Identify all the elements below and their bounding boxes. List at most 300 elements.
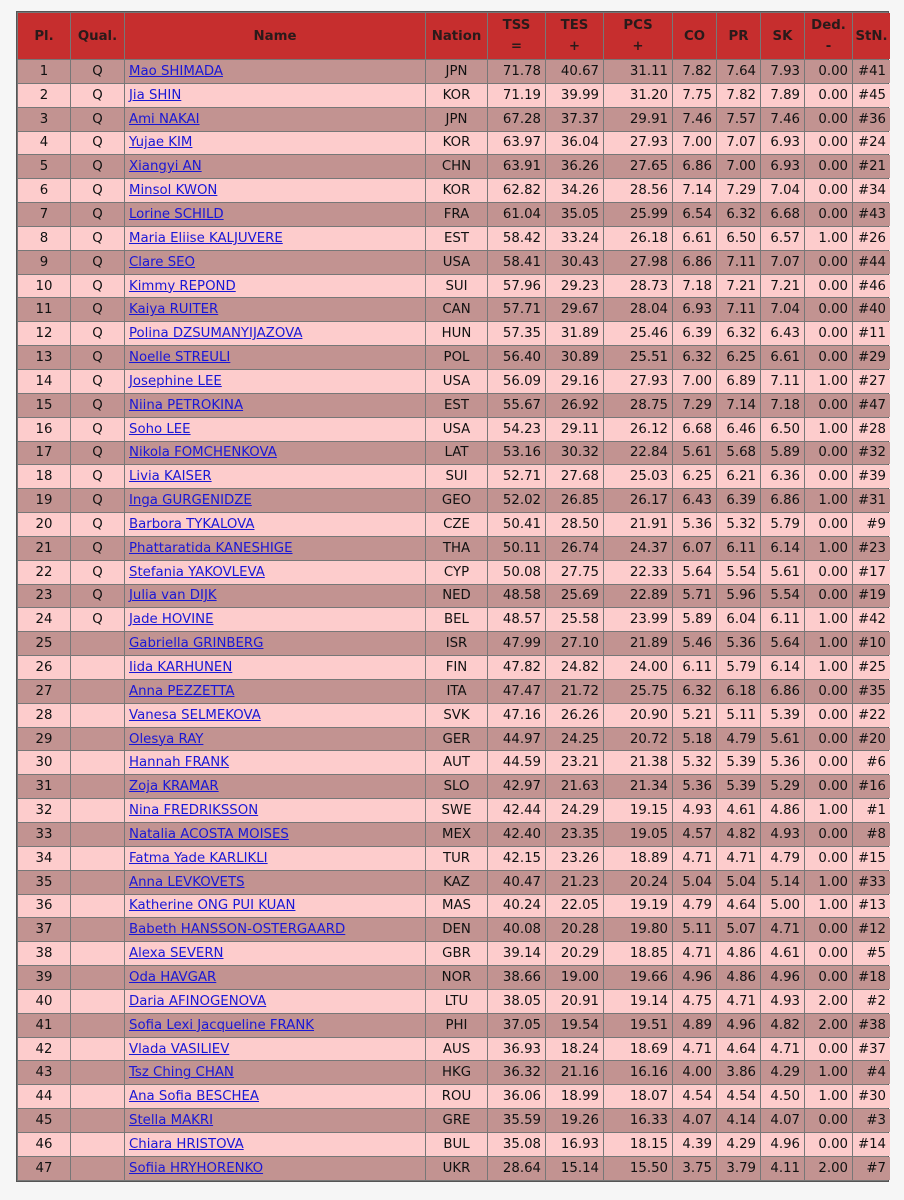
cell-qualified: Q — [71, 298, 124, 321]
cell-pcs: 26.12 — [604, 418, 672, 441]
cell-start-number: #46 — [853, 275, 890, 298]
cell-nation: UKR — [426, 1157, 487, 1180]
cell-co: 7.00 — [673, 370, 716, 393]
cell-sk: 5.61 — [761, 561, 804, 584]
cell-qualified — [71, 680, 124, 703]
table-row — [18, 1014, 890, 1037]
cell-name — [125, 370, 425, 393]
cell-nation: CZE — [426, 513, 487, 536]
skater-name-link[interactable]: Livia KAISER — [129, 469, 212, 485]
cell-nation: THA — [426, 537, 487, 560]
cell-qualified: Q — [71, 370, 124, 393]
skater-name-link[interactable]: Babeth HANSSON-OSTERGAARD — [129, 922, 346, 938]
cell-deductions: 0.00 — [805, 1038, 852, 1061]
cell-nation: SLO — [426, 775, 487, 798]
cell-pcs: 28.73 — [604, 275, 672, 298]
cell-qualified — [71, 823, 124, 846]
skater-name-link[interactable]: Oda HAVGAR — [129, 969, 217, 985]
skater-name-link[interactable]: Maria Eliise KALJUVERE — [129, 230, 283, 246]
cell-sk: 6.86 — [761, 489, 804, 512]
cell-sk: 4.93 — [761, 990, 804, 1013]
skater-name-link[interactable]: Chiara HRISTOVA — [129, 1136, 244, 1152]
ded-label: Ded. — [811, 18, 846, 33]
cell-tss: 35.08 — [488, 1133, 545, 1156]
cell-tss: 62.82 — [488, 179, 545, 202]
cell-co: 6.39 — [673, 322, 716, 345]
cell-qualified: Q — [71, 537, 124, 560]
cell-pr: 6.25 — [717, 346, 760, 369]
cell-tss: 48.58 — [488, 585, 545, 608]
cell-name — [125, 1014, 425, 1037]
cell-tes: 29.67 — [546, 298, 603, 321]
col-header-start-number: StN. — [853, 13, 890, 59]
skater-name-link[interactable]: Anna LEVKOVETS — [129, 874, 245, 890]
cell-sk: 6.68 — [761, 203, 804, 226]
cell-deductions: 0.00 — [805, 751, 852, 774]
cell-tes: 31.89 — [546, 322, 603, 345]
cell-name — [125, 155, 425, 178]
table-row — [18, 418, 890, 441]
cell-tes: 21.72 — [546, 680, 603, 703]
cell-nation: KAZ — [426, 871, 487, 894]
skater-name-link[interactable]: Inga GURGENIDZE — [129, 493, 252, 509]
skater-name-link[interactable]: Vlada VASILIEV — [129, 1041, 230, 1057]
skater-name-link[interactable]: Ana Sofia BESCHEA — [129, 1089, 259, 1105]
cell-nation: ITA — [426, 680, 487, 703]
cell-co: 4.39 — [673, 1133, 716, 1156]
cell-tss: 40.47 — [488, 871, 545, 894]
table-header-row — [18, 13, 890, 59]
cell-tes: 22.05 — [546, 895, 603, 918]
skater-name-link[interactable]: Katherine ONG PUI KUAN — [129, 898, 296, 914]
cell-sk: 5.14 — [761, 871, 804, 894]
cell-pcs: 19.14 — [604, 990, 672, 1013]
cell-co: 5.71 — [673, 585, 716, 608]
cell-co: 5.36 — [673, 775, 716, 798]
skater-name-link[interactable]: Barbora TYKALOVA — [129, 516, 255, 532]
cell-qualified — [71, 775, 124, 798]
table-row — [18, 775, 890, 798]
table-row — [18, 465, 890, 488]
cell-start-number: #24 — [853, 132, 890, 155]
cell-qualified: Q — [71, 322, 124, 345]
skater-name-link[interactable]: Olesya RAY — [129, 731, 204, 747]
cell-place: 28 — [18, 704, 70, 727]
cell-sk: 4.93 — [761, 823, 804, 846]
cell-pcs: 19.80 — [604, 918, 672, 941]
cell-deductions: 0.00 — [805, 251, 852, 274]
cell-place: 6 — [18, 179, 70, 202]
cell-pcs: 19.19 — [604, 895, 672, 918]
skater-name-link[interactable]: Yujae KIM — [129, 135, 193, 151]
cell-nation: TUR — [426, 847, 487, 870]
skater-name-link[interactable]: Minsol KWON — [129, 183, 218, 199]
skater-name-link[interactable]: Clare SEO — [129, 254, 196, 270]
cell-sk: 7.11 — [761, 370, 804, 393]
cell-pcs: 24.00 — [604, 656, 672, 679]
cell-sk: 6.57 — [761, 227, 804, 250]
cell-deductions: 0.00 — [805, 465, 852, 488]
cell-start-number: #35 — [853, 680, 890, 703]
cell-start-number: #6 — [853, 751, 890, 774]
skater-name-link[interactable]: Stella MAKRI — [129, 1113, 214, 1129]
cell-co: 5.36 — [673, 513, 716, 536]
cell-pr: 4.79 — [717, 728, 760, 751]
cell-pcs: 27.65 — [604, 155, 672, 178]
table-row — [18, 847, 890, 870]
table-row — [18, 1133, 890, 1156]
cell-nation: LAT — [426, 442, 487, 465]
cell-sk: 7.46 — [761, 108, 804, 131]
cell-pr: 4.64 — [717, 1038, 760, 1061]
cell-nation: HUN — [426, 322, 487, 345]
skater-name-link[interactable]: Sofiia HRYHORENKO — [129, 1160, 264, 1176]
cell-qualified — [71, 656, 124, 679]
skater-name-link[interactable]: Daria AFINOGENOVA — [129, 993, 267, 1009]
cell-co: 4.75 — [673, 990, 716, 1013]
cell-name — [125, 895, 425, 918]
cell-co: 6.86 — [673, 155, 716, 178]
cell-nation: EST — [426, 227, 487, 250]
cell-start-number: #33 — [853, 871, 890, 894]
cell-place: 1 — [18, 60, 70, 83]
cell-tss: 57.96 — [488, 275, 545, 298]
cell-pr: 4.29 — [717, 1133, 760, 1156]
cell-co: 7.29 — [673, 394, 716, 417]
cell-pr: 7.21 — [717, 275, 760, 298]
table-row — [18, 203, 890, 226]
skater-name-link[interactable]: Phattaratida KANESHIGE — [129, 540, 293, 556]
cell-sk: 5.54 — [761, 585, 804, 608]
cell-deductions: 0.00 — [805, 322, 852, 345]
cell-pcs: 20.90 — [604, 704, 672, 727]
cell-nation: ROU — [426, 1085, 487, 1108]
cell-sk: 4.79 — [761, 847, 804, 870]
cell-qualified — [71, 966, 124, 989]
cell-deductions: 1.00 — [805, 608, 852, 631]
cell-start-number: #1 — [853, 799, 890, 822]
skater-name-link[interactable]: Vanesa SELMEKOVA — [129, 707, 261, 723]
cell-pcs: 21.34 — [604, 775, 672, 798]
cell-nation: SVK — [426, 704, 487, 727]
cell-sk: 4.71 — [761, 1038, 804, 1061]
cell-pcs: 18.85 — [604, 942, 672, 965]
cell-pcs: 25.75 — [604, 680, 672, 703]
cell-name — [125, 1133, 425, 1156]
cell-pcs: 25.03 — [604, 465, 672, 488]
cell-nation: SUI — [426, 465, 487, 488]
cell-pcs: 16.16 — [604, 1061, 672, 1084]
cell-pcs: 19.15 — [604, 799, 672, 822]
cell-tes: 34.26 — [546, 179, 603, 202]
cell-deductions: 1.00 — [805, 871, 852, 894]
cell-deductions: 1.00 — [805, 1061, 852, 1084]
cell-deductions: 0.00 — [805, 1109, 852, 1132]
cell-tss: 61.04 — [488, 203, 545, 226]
cell-co: 5.11 — [673, 918, 716, 941]
cell-sk: 6.43 — [761, 322, 804, 345]
cell-name — [125, 132, 425, 155]
skater-name-link[interactable]: Noelle STREULI — [129, 350, 231, 366]
cell-tes: 27.68 — [546, 465, 603, 488]
cell-start-number: #42 — [853, 608, 890, 631]
cell-start-number: #37 — [853, 1038, 890, 1061]
cell-tss: 38.66 — [488, 966, 545, 989]
cell-place: 47 — [18, 1157, 70, 1180]
skater-name-link[interactable]: Xiangyi AN — [129, 159, 202, 175]
cell-name — [125, 537, 425, 560]
cell-start-number: #12 — [853, 918, 890, 941]
cell-pr: 4.86 — [717, 966, 760, 989]
cell-qualified: Q — [71, 108, 124, 131]
cell-place: 22 — [18, 561, 70, 584]
cell-nation: BEL — [426, 608, 487, 631]
cell-tss: 42.97 — [488, 775, 545, 798]
cell-place: 43 — [18, 1061, 70, 1084]
cell-tes: 27.75 — [546, 561, 603, 584]
cell-co: 4.71 — [673, 942, 716, 965]
cell-pr: 6.32 — [717, 322, 760, 345]
cell-start-number: #44 — [853, 251, 890, 274]
skater-name-link[interactable]: Iida KARHUNEN — [129, 660, 233, 676]
cell-sk: 5.61 — [761, 728, 804, 751]
cell-pr: 5.68 — [717, 442, 760, 465]
cell-qualified: Q — [71, 132, 124, 155]
cell-start-number: #8 — [853, 823, 890, 846]
cell-pr: 3.79 — [717, 1157, 760, 1180]
cell-start-number: #38 — [853, 1014, 890, 1037]
cell-pr: 6.89 — [717, 370, 760, 393]
cell-start-number: #3 — [853, 1109, 890, 1132]
cell-name — [125, 942, 425, 965]
skater-name-link[interactable]: Kaiya RUITER — [129, 302, 219, 318]
cell-pcs: 29.91 — [604, 108, 672, 131]
skater-name-link[interactable]: Sofia Lexi Jacqueline FRANK — [129, 1017, 315, 1033]
cell-pr: 7.11 — [717, 298, 760, 321]
cell-tes: 30.43 — [546, 251, 603, 274]
cell-tss: 36.32 — [488, 1061, 545, 1084]
cell-tes: 26.92 — [546, 394, 603, 417]
cell-tes: 26.74 — [546, 537, 603, 560]
skater-name-link[interactable]: Tsz Ching CHAN — [129, 1065, 234, 1081]
cell-start-number: #5 — [853, 942, 890, 965]
cell-pr: 5.11 — [717, 704, 760, 727]
cell-nation: FRA — [426, 203, 487, 226]
cell-nation: GEO — [426, 489, 487, 512]
cell-deductions: 0.00 — [805, 298, 852, 321]
cell-sk: 7.93 — [761, 60, 804, 83]
skater-name-link[interactable]: Nikola FOMCHENKOVA — [129, 445, 277, 461]
col-header-name: Name — [125, 13, 425, 59]
skater-name-link[interactable]: Josephine LEE — [129, 373, 222, 389]
cell-pcs: 21.89 — [604, 632, 672, 655]
cell-place: 42 — [18, 1038, 70, 1061]
skater-name-link[interactable]: Zoja KRAMAR — [129, 779, 219, 795]
cell-tss: 71.78 — [488, 60, 545, 83]
skater-name-link[interactable]: Gabriella GRINBERG — [129, 636, 264, 652]
cell-start-number: #32 — [853, 442, 890, 465]
cell-place: 4 — [18, 132, 70, 155]
cell-pr: 6.32 — [717, 203, 760, 226]
cell-co: 6.25 — [673, 465, 716, 488]
cell-tes: 26.26 — [546, 704, 603, 727]
cell-start-number: #41 — [853, 60, 890, 83]
cell-tes: 20.28 — [546, 918, 603, 941]
skater-name-link[interactable]: Nina FREDRIKSSON — [129, 803, 259, 819]
skater-name-link[interactable]: Mao SHIMADA — [129, 63, 224, 79]
cell-qualified — [71, 895, 124, 918]
skater-name-link[interactable]: Anna PEZZETTA — [129, 683, 235, 699]
table-row — [18, 823, 890, 846]
cell-tes: 36.04 — [546, 132, 603, 155]
cell-tss: 50.41 — [488, 513, 545, 536]
cell-tes: 21.16 — [546, 1061, 603, 1084]
cell-sk: 6.61 — [761, 346, 804, 369]
skater-name-link[interactable]: Natalia ACOSTA MOISES — [129, 826, 289, 842]
cell-name — [125, 1085, 425, 1108]
cell-tss: 56.40 — [488, 346, 545, 369]
cell-place: 14 — [18, 370, 70, 393]
skater-name-link[interactable]: Stefania YAKOVLEVA — [129, 564, 265, 580]
cell-co: 7.75 — [673, 84, 716, 107]
cell-deductions: 1.00 — [805, 799, 852, 822]
skater-name-link[interactable]: Jia SHIN — [129, 87, 182, 103]
cell-place: 39 — [18, 966, 70, 989]
cell-co: 7.18 — [673, 275, 716, 298]
cell-co: 5.46 — [673, 632, 716, 655]
cell-pcs: 27.98 — [604, 251, 672, 274]
cell-pcs: 25.99 — [604, 203, 672, 226]
cell-qualified: Q — [71, 251, 124, 274]
cell-qualified: Q — [71, 585, 124, 608]
skater-name-link[interactable]: Polina DZSUMANYIJAZOVA — [129, 326, 303, 342]
cell-tes: 24.25 — [546, 728, 603, 751]
cell-name — [125, 990, 425, 1013]
cell-name — [125, 680, 425, 703]
cell-tes: 24.82 — [546, 656, 603, 679]
cell-co: 4.71 — [673, 847, 716, 870]
cell-co: 6.32 — [673, 346, 716, 369]
skater-name-link[interactable]: Alexa SEVERN — [129, 946, 224, 962]
cell-sk: 5.29 — [761, 775, 804, 798]
col-header-co: CO — [673, 13, 716, 59]
cell-co: 4.71 — [673, 1038, 716, 1061]
cell-co: 6.32 — [673, 680, 716, 703]
cell-tes: 19.00 — [546, 966, 603, 989]
cell-co: 3.75 — [673, 1157, 716, 1180]
skater-name-link[interactable]: Ami NAKAI — [129, 111, 200, 127]
cell-place: 17 — [18, 442, 70, 465]
cell-pr: 5.32 — [717, 513, 760, 536]
skater-name-link[interactable]: Fatma Yade KARLIKLI — [129, 850, 268, 866]
cell-start-number: #39 — [853, 465, 890, 488]
cell-deductions: 1.00 — [805, 895, 852, 918]
cell-name — [125, 799, 425, 822]
cell-place: 29 — [18, 728, 70, 751]
skater-name-link[interactable]: Soho LEE — [129, 421, 191, 437]
table-row — [18, 680, 890, 703]
skater-name-link[interactable]: Kimmy REPOND — [129, 278, 236, 294]
cell-place: 20 — [18, 513, 70, 536]
cell-tes: 35.05 — [546, 203, 603, 226]
cell-pr: 7.14 — [717, 394, 760, 417]
cell-name — [125, 1109, 425, 1132]
cell-tes: 21.23 — [546, 871, 603, 894]
cell-pr: 5.39 — [717, 751, 760, 774]
table-row — [18, 704, 890, 727]
cell-tss: 42.15 — [488, 847, 545, 870]
cell-tss: 47.99 — [488, 632, 545, 655]
cell-name — [125, 823, 425, 846]
table-row — [18, 179, 890, 202]
skater-name-link[interactable]: Lorine SCHILD — [129, 206, 224, 222]
skater-name-link[interactable]: Niina PETROKINA — [129, 397, 244, 413]
cell-deductions: 0.00 — [805, 704, 852, 727]
cell-pr: 5.54 — [717, 561, 760, 584]
cell-name — [125, 1157, 425, 1180]
cell-start-number: #10 — [853, 632, 890, 655]
skater-name-link[interactable]: Julia van DIJK — [129, 588, 217, 604]
cell-start-number: #25 — [853, 656, 890, 679]
skater-name-link[interactable]: Hannah FRANK — [129, 755, 229, 771]
table-row — [18, 489, 890, 512]
cell-pcs: 19.51 — [604, 1014, 672, 1037]
cell-sk: 5.89 — [761, 442, 804, 465]
ded-operator: - — [825, 39, 832, 54]
cell-place: 40 — [18, 990, 70, 1013]
cell-co: 5.61 — [673, 442, 716, 465]
cell-qualified — [71, 1109, 124, 1132]
cell-pcs: 27.93 — [604, 370, 672, 393]
cell-co: 6.11 — [673, 656, 716, 679]
cell-pr: 7.00 — [717, 155, 760, 178]
cell-pr: 3.86 — [717, 1061, 760, 1084]
cell-sk: 5.64 — [761, 632, 804, 655]
col-header-nation: Nation — [426, 13, 487, 59]
cell-pcs: 28.56 — [604, 179, 672, 202]
cell-sk: 6.50 — [761, 418, 804, 441]
cell-deductions: 2.00 — [805, 990, 852, 1013]
cell-co: 7.82 — [673, 60, 716, 83]
cell-tes: 15.14 — [546, 1157, 603, 1180]
table-row — [18, 537, 890, 560]
cell-tss: 42.40 — [488, 823, 545, 846]
cell-name — [125, 442, 425, 465]
table-row — [18, 275, 890, 298]
cell-tes: 20.29 — [546, 942, 603, 965]
cell-name — [125, 346, 425, 369]
cell-sk: 6.14 — [761, 537, 804, 560]
cell-tes: 24.29 — [546, 799, 603, 822]
table-row — [18, 155, 890, 178]
cell-co: 4.79 — [673, 895, 716, 918]
cell-pr: 4.82 — [717, 823, 760, 846]
cell-nation: POL — [426, 346, 487, 369]
cell-place: 21 — [18, 537, 70, 560]
cell-name — [125, 108, 425, 131]
cell-pr: 4.54 — [717, 1085, 760, 1108]
cell-start-number: #2 — [853, 990, 890, 1013]
cell-name — [125, 704, 425, 727]
cell-deductions: 0.00 — [805, 346, 852, 369]
cell-sk: 4.07 — [761, 1109, 804, 1132]
cell-start-number: #14 — [853, 1133, 890, 1156]
cell-co: 4.57 — [673, 823, 716, 846]
cell-name — [125, 966, 425, 989]
skater-name-link[interactable]: Jade HOVINE — [129, 612, 214, 628]
cell-pcs: 22.89 — [604, 585, 672, 608]
cell-nation: USA — [426, 251, 487, 274]
